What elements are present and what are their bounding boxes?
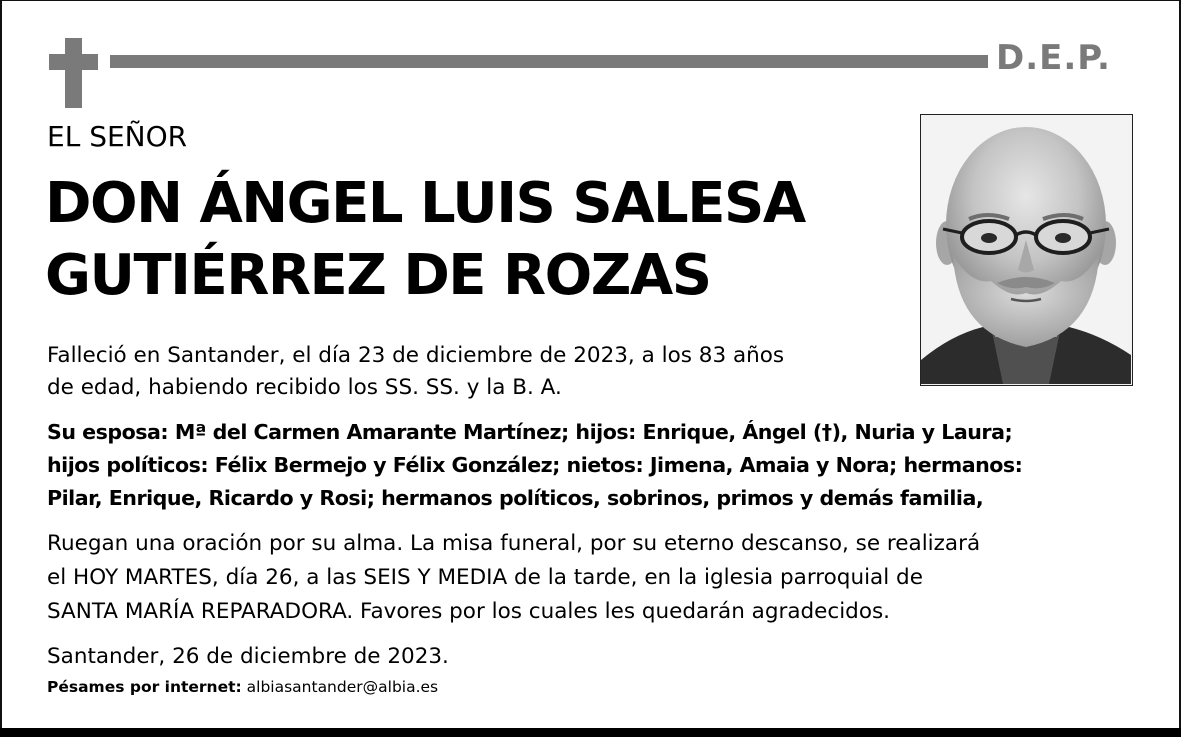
header-rule: [110, 55, 988, 68]
cross-icon: [65, 38, 82, 108]
family-list: [47, 416, 1147, 515]
condolences-email[interactable]: albiasantander@albia.es: [246, 678, 439, 696]
dep-label: D.E.P.: [996, 38, 1111, 78]
bottom-border: [0, 728, 1181, 737]
death-notice-line: Falleció en Santander, el día 23 de diciembre de 2023, a los 83 años: [47, 343, 785, 368]
deceased-portrait: [920, 114, 1133, 386]
funeral-line: SANTA MARÍA REPARADORA. Favores por los cuales les quedarán agradecidos.: [47, 599, 891, 624]
family-line: Pilar, Enrique, Ricardo y Rosi; hermanos políticos, sobrinos, primos y demás familia,: [47, 486, 984, 510]
death-notice: [47, 340, 907, 404]
deceased-name-line: DON ÁNGEL LUIS SALESA: [45, 171, 805, 236]
family-line: Su esposa: Mª del Carmen Amarante Martínez; hijos: Enrique, Ángel (†), Nuria y Laura;: [47, 420, 1013, 444]
funeral-line: el HOY MARTES, día 26, a las SEIS Y MEDIA de la tarde, en la iglesia parroquial de: [47, 565, 923, 590]
condolences-label: Pésames por internet:: [47, 678, 242, 696]
portrait-image: [921, 115, 1131, 384]
condolences-line: [47, 675, 438, 699]
cross-icon-arm: [49, 54, 98, 70]
funeral-notice: [47, 527, 1157, 629]
place-date: Santander, 26 de diciembre de 2023.: [47, 644, 449, 669]
funeral-line: Ruegan una oración por su alma. La misa funeral, por su eterno descanso, se realizará: [47, 531, 981, 556]
deceased-name-line: GUTIÉRREZ DE ROZAS: [45, 243, 711, 308]
family-line: hijos políticos: Félix Bermejo y Félix González; nietos: Jimena, Amaia y Nora; hermanos:: [47, 453, 1023, 477]
death-notice-line: de edad, habiendo recibido los SS. SS. y la B. A.: [47, 375, 562, 400]
honorific-label: EL SEÑOR: [47, 120, 188, 153]
deceased-name: [45, 168, 925, 312]
